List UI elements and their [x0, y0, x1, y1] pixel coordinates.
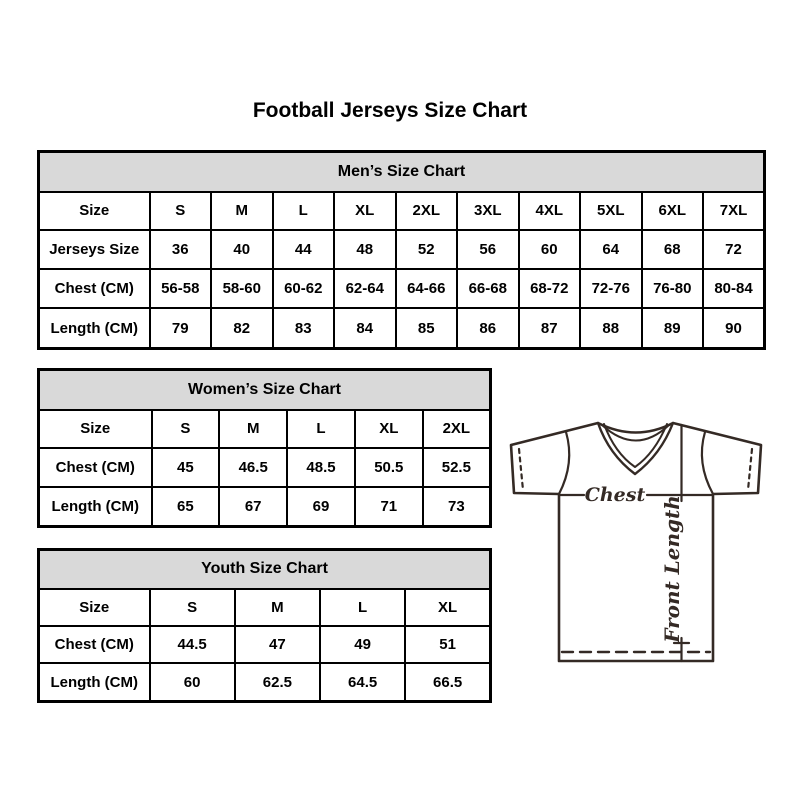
mens-size-table	[37, 150, 766, 350]
mens-table-title: Men’s Size Chart	[39, 152, 765, 192]
size-value-cell: 65	[152, 487, 220, 527]
jersey-measurement-diagram	[498, 398, 788, 688]
size-value-cell: 58-60	[211, 269, 273, 308]
size-value-cell: 62-64	[334, 269, 396, 308]
page-title: Football Jerseys Size Chart	[252, 99, 528, 122]
womens-size-table	[37, 368, 492, 528]
size-value-cell: 2XL	[396, 192, 458, 231]
size-value-cell: 49	[320, 626, 405, 663]
row-label: Size	[39, 192, 150, 231]
size-value-cell: S	[150, 192, 212, 231]
row-label: Chest (CM)	[39, 626, 150, 663]
row-label: Length (CM)	[39, 663, 150, 701]
row-label: Jerseys Size	[39, 230, 150, 269]
size-value-cell: 5XL	[580, 192, 642, 231]
size-value-cell: XL	[405, 589, 490, 626]
size-value-cell: 79	[150, 308, 212, 348]
size-value-cell: 66.5	[405, 663, 490, 701]
size-value-cell: 84	[334, 308, 396, 348]
size-value-cell: 64	[580, 230, 642, 269]
table-row	[39, 192, 765, 231]
size-value-cell: XL	[355, 410, 423, 449]
table-row	[39, 269, 765, 308]
size-value-cell: 56	[457, 230, 519, 269]
size-value-cell: 47	[235, 626, 320, 663]
size-value-cell: 60	[150, 663, 235, 701]
size-value-cell: 40	[211, 230, 273, 269]
size-value-cell: XL	[334, 192, 396, 231]
size-value-cell: 4XL	[519, 192, 581, 231]
size-value-cell: 48.5	[287, 448, 355, 487]
size-value-cell: 2XL	[423, 410, 491, 449]
table-row	[39, 626, 491, 663]
table-header-row	[39, 370, 491, 410]
row-label: Chest (CM)	[39, 448, 152, 487]
chest-label: Chest	[584, 484, 646, 506]
size-value-cell: 52.5	[423, 448, 491, 487]
size-value-cell: 62.5	[235, 663, 320, 701]
size-value-cell: 50.5	[355, 448, 423, 487]
size-value-cell: 68	[642, 230, 704, 269]
front-length-label: Front Length	[660, 495, 684, 643]
table-row	[39, 230, 765, 269]
womens-table-title: Women’s Size Chart	[39, 370, 491, 410]
row-label: Length (CM)	[39, 308, 150, 348]
size-value-cell: 88	[580, 308, 642, 348]
table-row	[39, 487, 491, 527]
table-row	[39, 589, 491, 626]
table-row	[39, 448, 491, 487]
size-value-cell: 44.5	[150, 626, 235, 663]
size-value-cell: 83	[273, 308, 335, 348]
size-value-cell: 66-68	[457, 269, 519, 308]
size-value-cell: 67	[219, 487, 287, 527]
size-value-cell: 36	[150, 230, 212, 269]
row-label: Length (CM)	[39, 487, 152, 527]
size-value-cell: 68-72	[519, 269, 581, 308]
table-row	[39, 308, 765, 348]
size-value-cell: 44	[273, 230, 335, 269]
size-value-cell: 73	[423, 487, 491, 527]
size-value-cell: 71	[355, 487, 423, 527]
size-value-cell: 51	[405, 626, 490, 663]
size-value-cell: 64-66	[396, 269, 458, 308]
row-label: Size	[39, 589, 150, 626]
size-value-cell: 60-62	[273, 269, 335, 308]
size-value-cell: 52	[396, 230, 458, 269]
youth-size-table	[37, 548, 492, 703]
size-value-cell: 87	[519, 308, 581, 348]
size-value-cell: 56-58	[150, 269, 212, 308]
table-row	[39, 663, 491, 701]
size-value-cell: 89	[642, 308, 704, 348]
size-value-cell: 82	[211, 308, 273, 348]
table-header-row	[39, 550, 491, 589]
size-value-cell: 76-80	[642, 269, 704, 308]
size-value-cell: L	[320, 589, 405, 626]
row-label: Chest (CM)	[39, 269, 150, 308]
table-header-row	[39, 152, 765, 192]
size-value-cell: M	[235, 589, 320, 626]
size-value-cell: S	[152, 410, 220, 449]
size-value-cell: L	[273, 192, 335, 231]
size-value-cell: M	[219, 410, 287, 449]
size-value-cell: 90	[703, 308, 765, 348]
size-value-cell: 46.5	[219, 448, 287, 487]
size-value-cell: 60	[519, 230, 581, 269]
jersey-outline	[511, 423, 761, 661]
size-value-cell: S	[150, 589, 235, 626]
youth-table-title: Youth Size Chart	[39, 550, 491, 589]
row-label: Size	[39, 410, 152, 449]
size-value-cell: 69	[287, 487, 355, 527]
size-value-cell: 48	[334, 230, 396, 269]
size-value-cell: 86	[457, 308, 519, 348]
size-value-cell: L	[287, 410, 355, 449]
size-value-cell: 3XL	[457, 192, 519, 231]
size-value-cell: 6XL	[642, 192, 704, 231]
jersey-illustration	[498, 398, 788, 688]
size-value-cell: 85	[396, 308, 458, 348]
size-value-cell: 80-84	[703, 269, 765, 308]
size-value-cell: M	[211, 192, 273, 231]
size-value-cell: 45	[152, 448, 220, 487]
size-value-cell: 72	[703, 230, 765, 269]
size-value-cell: 72-76	[580, 269, 642, 308]
size-value-cell: 64.5	[320, 663, 405, 701]
table-row	[39, 410, 491, 449]
size-value-cell: 7XL	[703, 192, 765, 231]
